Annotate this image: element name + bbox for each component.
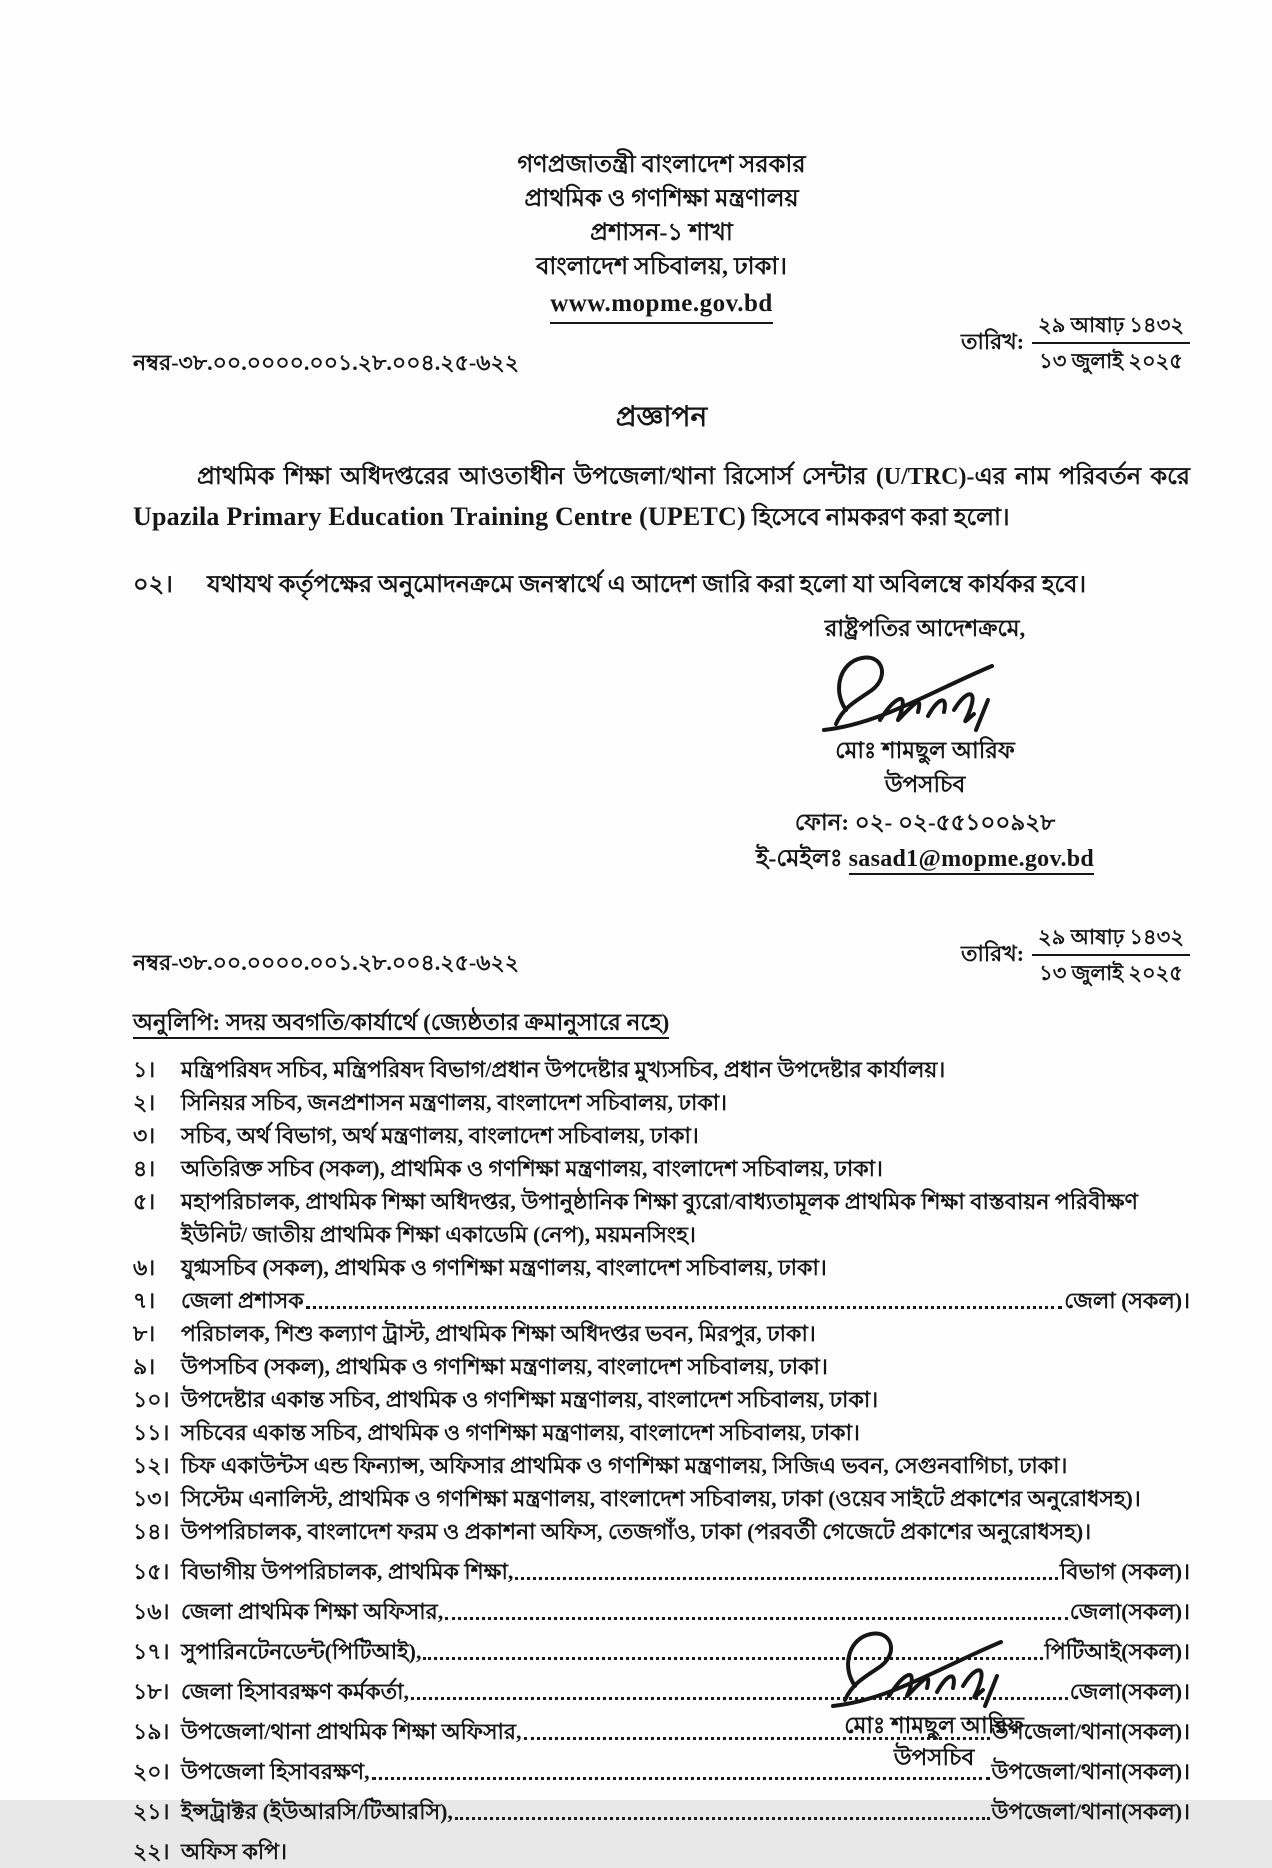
body-paragraph-1 [133,458,1190,538]
ministry-name: প্রাথমিক ও গণশিক্ষা মন্ত্রণালয় [524,186,799,212]
date-gregorian: ১৩ জুলাই ২০২৫ [1039,961,1183,985]
item-text: বিভাগীয় উপপরিচালক, প্রাথমিক শিক্ষা, [181,1559,514,1584]
item-text: সিনিয়র সচিব, জনপ্রশাসন মন্ত্রণালয়, বাংলাদেশ সচিবালয়, ঢাকা। [181,1090,728,1115]
signatory-designation: উপসচিব [884,772,966,797]
date-fraction [1032,922,1190,988]
item-number: ২২। [133,1839,170,1864]
date-label: তারিখ: [960,328,1025,354]
item-number: ৫। [133,1189,156,1214]
list-item [133,1053,1190,1086]
phone-number: ফোন: ০২- ০২-৫৫১০০৯২৮ [794,810,1056,835]
item-number: ১৭। [133,1639,170,1664]
email-address: sasad1@mopme.gov.bd [849,846,1094,875]
by-order-text: রাষ্ট্রপতির আদেশক্রমে, [824,616,1026,641]
item-number: ৪। [133,1156,156,1181]
item-text: উপজেলা হিসাবরক্ষণ, [181,1759,370,1784]
item-number: ৮। [133,1321,156,1346]
list-item [133,1383,1190,1416]
item-right-text: জেলা (সকল)। [1064,1288,1190,1313]
item-text: অফিস কপি। [181,1839,287,1864]
item-text: উপপরিচালক, বাংলাদেশ ফরম ও প্রকাশনা অফিস, তেজগাঁও, ঢাকা (পরবর্তী গেজেটে প্রকাশের অনুরোধসহ)। [181,1519,1092,1544]
list-item [133,1416,1190,1449]
item-text: সুপারিনটেনডেন্ট(পিটিআই), [181,1639,422,1664]
item-number: ১৬। [133,1599,170,1624]
item-number: ১০। [133,1387,170,1412]
item-text: চিফ একাউন্টস এন্ড ফিন্যান্স, অফিসার প্রাথমিক ও গণশিক্ষা মন্ত্রণালয়, সিজিএ ভবন, সেগুনবাগিচা, ঢাকা। [181,1453,1068,1478]
paragraph-text-bn-after: হিসেবে নামকরণ করা হলো। [745,505,1010,531]
item-right-text: উপজেলা/থানা(সকল)। [991,1799,1190,1824]
item-number: ৭। [133,1288,156,1313]
item-text: জেলা প্রশাসক [181,1288,304,1313]
page-title: প্রজ্ঞাপন [615,402,708,433]
date-label: তারিখ: [960,940,1025,966]
list-item [133,1449,1190,1482]
paragraph-text: যথাযথ কর্তৃপক্ষের অনুমোদনক্রমে জনস্বার্থে এ আদেশ জারি করা হলো যা অবিলম্বে কার্যকর হবে। [207,572,1087,598]
website-url: www.mopme.gov.bd [550,287,773,324]
list-item [133,1284,1190,1317]
paragraph-text-en: Upazila Primary Education Training Centre (UPETC) [133,502,746,531]
list-item [133,1119,1190,1152]
item-right-text: জেলা(সকল)। [1069,1599,1190,1624]
signatory-designation: উপসচিব [893,1745,975,1770]
dotted-leader [372,1777,990,1780]
date-block [961,310,1190,376]
item-text: সচিবের একান্ত সচিব, প্রাথমিক ও গণশিক্ষা মন্ত্রণালয়, বাংলাদেশ সচিবালয়, ঢাকা। [181,1420,860,1445]
memo-number: নম্বর-৩৮.০০.০০০০.০০১.২৮.০০৪.২৫-৬২২ [133,350,520,375]
date-bengali-calendar: ২৯ আষাঢ় ১৪৩২ [1032,310,1190,344]
signature-icon [819,1620,1049,1716]
list-item [133,1152,1190,1185]
date-bengali-calendar: ২৯ আষাঢ় ১৪৩২ [1032,922,1190,956]
item-text: যুগ্মসচিব (সকল), প্রাথমিক ও গণশিক্ষা মন্ত্রণালয়, বাংলাদেশ সচিবালয়, ঢাকা। [181,1255,827,1280]
item-number: ২০। [133,1759,170,1784]
item-number: ৩। [133,1123,156,1148]
item-number: ১৯। [133,1719,170,1744]
item-right-text: বিভাগ (সকল)। [1059,1559,1190,1584]
memo-number: নম্বর-৩৮.০০.০০০০.০০১.২৮.০০৪.২৫-৬২২ [133,950,520,975]
office-address: বাংলাদেশ সচিবালয়, ঢাকা। [536,254,787,280]
item-text: অতিরিক্ত সচিব (সকল), প্রাথমিক ও গণশিক্ষা মন্ত্রণালয়, বাংলাদেশ সচিবালয়, ঢাকা। [181,1156,883,1181]
item-text: উপদেষ্টার একান্ত সচিব, প্রাথমিক ও গণশিক্ষা মন্ত্রণালয়, বাংলাদেশ সচিবালয়, ঢাকা। [181,1387,879,1412]
item-text: উপসচিব (সকল), প্রাথমিক ও গণশিক্ষা মন্ত্রণালয়, বাংলাদেশ সচিবালয়, ঢাকা। [181,1354,828,1379]
email-label: ই-মেইলঃ [755,846,849,872]
item-number: ১১। [133,1420,170,1445]
list-item [133,1086,1190,1119]
item-text: জেলা প্রাথমিক শিক্ষা অফিসার, [181,1599,444,1624]
item-right-text: উপজেলা/থানা(সকল)। [991,1719,1190,1744]
item-text: মন্ত্রিপরিষদ সচিব, মন্ত্রিপরিষদ বিভাগ/প্রধান উপদেষ্টার মুখ্যসচিব, প্রধান উপদেষ্টার কার্যালয়। [181,1057,946,1082]
item-number: ১৩। [133,1486,170,1511]
paragraph-number: ০২। [133,572,173,598]
signatory-name: মোঃ শামছুল আরিফ [844,1713,1024,1738]
item-text: মহাপরিচালক, প্রাথমিক শিক্ষা অধিদপ্তর, উপানুষ্ঠানিক শিক্ষা ব্যুরো/বাধ্যতামূলক প্রাথমিক শিক্ষা বাস্তবায়ন পরিবীক্ষণ ইউনিট/ জাতীয় প্রাথমিক শিক্ষা একাডেমি (নেপ), ময়মনসিংহ। [181,1189,1138,1247]
list-item [133,1317,1190,1350]
item-right-text: পিটিআই(সকল)। [1044,1639,1190,1664]
item-text: উপজেলা/থানা প্রাথমিক শিক্ষা অফিসার, [181,1719,522,1744]
item-number: ২। [133,1090,156,1115]
list-item [133,1251,1190,1284]
list-item [133,1482,1190,1515]
section-name: প্রশাসন-১ শাখা [590,220,733,246]
list-item [133,1350,1190,1383]
item-number: ৯। [133,1354,156,1379]
item-text: পরিচালক, শিশু কল্যাণ ট্রাস্ট, প্রাথমিক শিক্ষা অধিদপ্তর ভবন, মিরপুর, ঢাকা। [181,1321,816,1346]
government-name: গণপ্রজাতন্ত্রী বাংলাদেশ সরকার [517,152,806,178]
list-item [133,1835,1190,1868]
item-number: ১৪। [133,1519,170,1544]
date-block [961,922,1190,988]
item-number: ১৮। [133,1679,170,1704]
item-right-text: উপজেলা/থানা(সকল)। [991,1759,1190,1784]
body-paragraph-2 [133,566,1190,606]
item-number: ৬। [133,1255,156,1280]
date-gregorian: ১৩ জুলাই ২০২৫ [1039,349,1183,373]
date-fraction [1032,310,1190,376]
item-number: ২১। [133,1799,170,1824]
item-text: জেলা হিসাবরক্ষণ কর্মকর্তা, [181,1679,410,1704]
memo-line-2 [133,922,1190,988]
signature-block-bottom [764,1622,1104,1774]
item-number: ১২। [133,1453,170,1478]
dotted-leader [306,1306,1063,1309]
email-line [690,842,1160,876]
signature-block-top [690,612,1160,876]
distribution-heading [133,1004,1190,1043]
dotted-leader [515,1577,1058,1580]
paragraph-text-bn: প্রাথমিক শিক্ষা অধিদপ্তরের আওতাধীন উপজেলা/থানা রিসোর্স সেন্টার (U/TRC)-এর নাম পরিবর্তন করে [197,464,1190,490]
item-text: সচিব, অর্থ বিভাগ, অর্থ মন্ত্রণালয়, বাংলাদেশ সচিবালয়, ঢাকা। [181,1123,699,1148]
item-number: ১৫। [133,1559,170,1584]
item-text: ইন্সট্রাক্টর (ইউআরসি/টিআরসি), [181,1799,453,1824]
list-item [133,1515,1190,1548]
item-text: সিস্টেম এনালিস্ট, প্রাথমিক ও গণশিক্ষা মন্ত্রণালয়, বাংলাদেশ সচিবালয়, ঢাকা (ওয়েব সাইটে প্রকাশের অনুরোধসহ)। [181,1486,1141,1511]
item-right-text: জেলা(সকল)। [1069,1679,1190,1704]
signatory-name: মোঃ শামছুল আরিফ [835,738,1015,763]
list-item [133,1795,1190,1828]
distribution-heading-text: অনুলিপি: সদয় অবগতি/কার্যার্থে (জ্যেষ্ঠতার ক্রমানুসারে নহে) [133,1010,669,1039]
dotted-leader [455,1817,990,1820]
list-item [133,1185,1190,1251]
list-item [133,1555,1190,1588]
letterhead [133,148,1190,324]
item-number: ১। [133,1057,156,1082]
signature-icon [810,644,1040,740]
